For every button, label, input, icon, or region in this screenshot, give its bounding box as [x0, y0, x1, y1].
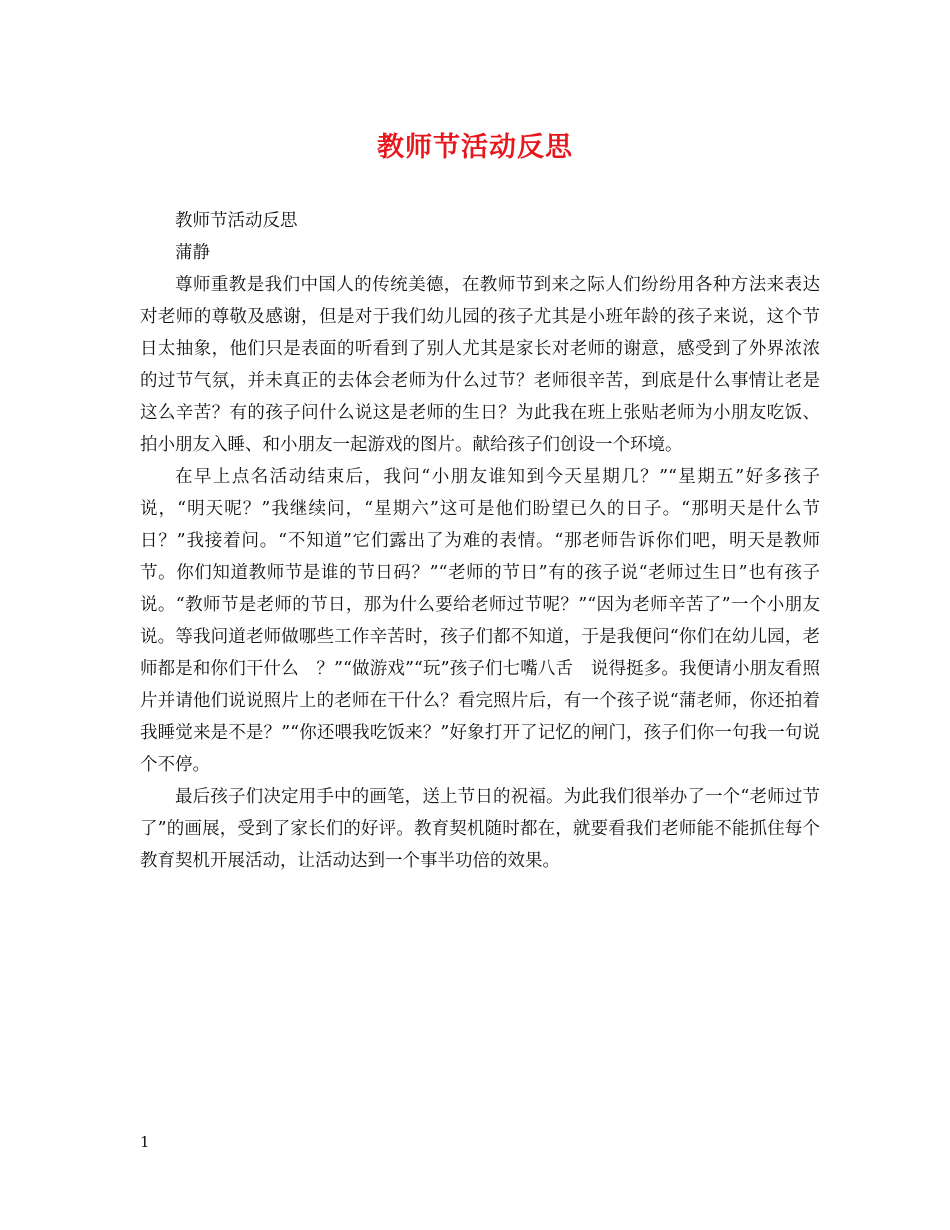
- document-title: 教师节活动反思: [377, 132, 573, 163]
- paragraph-2: 在早上点名活动结束后，我问“小朋友谁知到今天星期几？”“星期五”好多孩子说，“明天呢？”我继续问，“星期六”这可是他们盼望已久的日子。“那明天是什么节日？”我接着问。“不知道”它们露出了为难的表情。“那老师告诉你们吧，明天是教师节。你们知道教师节是谁的节日码？”“老师的节日”有的孩子说“老师过生日”也有孩子说。“教师节是老师的节日，那为什么要给老师过节呢？”“因为老师辛苦了”一个小朋友说。等我问道老师做哪些工作辛苦时，孩子们都不知道，于是我便问“你们在幼儿园，老师都是和你们干什么 ？”“做游戏”“玩”孩子们七嘴八舌 说得挺多。我便请小朋友看照片并请他们说说照片上的老师在干什么？看完照片后，有一个孩子说“蒲老师，你还拍着我睡觉来是不是？”“你还喂我吃饭来？”好象打开了记忆的闸门，孩子们你一句我一句说个不停。: [140, 467, 820, 775]
- subtitle-line: 教师节活动反思: [175, 211, 298, 231]
- page-number: 1: [140, 1133, 150, 1151]
- paragraph-1: 尊师重教是我们中国人的传统美德，在教师节到来之际人们纷纷用各种方法来表达对老师的尊敬及感谢，但是对于我们幼儿园的孩子尤其是小班年龄的孩子来说，这个节日太抽象，他们只是表面的听看到了别人尤其是家长对老师的谢意，感受到了外界浓浓的过节气氛，并未真正的去体会老师为什么过节？老师很辛苦，到底是什么事情让老是这么辛苦？有的孩子问什么说这是老师的生日？为此我在班上张贴老师为小朋友吃饭、拍小朋友入睡、和小朋友一起游戏的图片。献给孩子们创设一个环境。: [140, 275, 820, 455]
- paragraph-3: 最后孩子们决定用手中的画笔，送上节日的祝福。为此我们很举办了一个“老师过节了”的画展，受到了家长们的好评。教育契机随时都在，就要看我们老师能不能抓住每个教育契机开展活动，让活动达到一个事半功倍的效果。: [140, 787, 820, 871]
- author-line: 蒲静: [175, 243, 210, 263]
- document-body: [140, 205, 820, 877]
